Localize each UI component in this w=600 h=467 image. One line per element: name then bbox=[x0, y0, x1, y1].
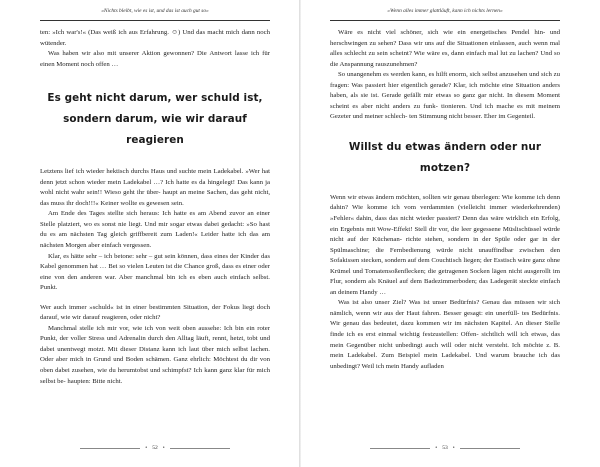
text-line: wollte es gewesen sein. bbox=[120, 199, 184, 207]
text-line: wenn mal alles schlecht zu sein scheint? Wie wäre es, dann einfach mal bbox=[330, 39, 560, 58]
folio-rule bbox=[170, 448, 230, 449]
section-heading-line: sondern darum, wie wir darauf reagieren bbox=[63, 113, 247, 147]
text-line: ich es eben auch einfach selbst. Punkt. bbox=[40, 273, 270, 292]
text-line: immer wiederkehrenden) »Fehler« dahin, dass das nicht wieder passiert? bbox=[330, 204, 561, 223]
text-line: haupt an meine Sachen, das geht nicht, das muss ihr doch!!!« Keiner bbox=[40, 189, 271, 207]
folio-bullet: • bbox=[145, 445, 148, 451]
text-line: Und warum brauche ich das unbedingt? Weil ich mein Handy aufladen bbox=[330, 352, 560, 370]
text-line: du herumtobst und schimpfst? Ich kann ganz klar für mich selbst be- bbox=[40, 367, 270, 385]
text-line: da hingelegt! Das kann ja wohl nicht wahr sein!! Wieso geht ihr über- bbox=[40, 178, 271, 197]
text-line: sichtlich will ich etwas, das mein Gegenüber nicht unbedingt auch will bbox=[330, 331, 561, 349]
text-line: ich laut über mich selbst lachen. Oder aber mich in Grund und Boden bbox=[40, 345, 270, 364]
text-line: rennt, hetzt, tobt und dabei unentwegt motzt. Mit dieser Distanz kann bbox=[40, 335, 270, 353]
text-line: So unangenehm es werden kann, es hilft enorm, sich selbst anzusehen bbox=[338, 71, 528, 79]
text-line: haupten: Bitte nicht. bbox=[67, 377, 123, 385]
text-line: an einer Stelle platziert, wo es sonst nie liegt. Und mir sogar etwas dabei bbox=[40, 210, 271, 228]
folio-rule bbox=[460, 448, 520, 449]
page-number-text: 52 bbox=[152, 445, 158, 451]
text-line: dann noch wütender. bbox=[40, 29, 270, 47]
text-line: richte stehen, sondern in der Spüle oder gar in der Spülmaschine; die bbox=[330, 236, 560, 254]
answer-paragraph bbox=[40, 49, 270, 70]
section-heading-right: Willst du etwas ändern oder nur motzen? bbox=[348, 140, 542, 174]
page-number-text: 53 bbox=[442, 445, 448, 451]
text-line: Fernbedienung würde nicht unauffindbar zwischen den Sofakissen stecken, bbox=[330, 246, 560, 265]
running-head-right: »Wenn alles immer glattläuft, kann ich nichts lernen« bbox=[387, 8, 503, 14]
schuld-paragraph bbox=[40, 303, 270, 324]
text-line: ausgerollt im Flur, sondern als Knäuel auf dem Badezimmerboden; das Ladegerät steckte bbox=[330, 267, 561, 286]
text-line: Kinder das Kabel genommen hat … Bei so vielen Leuten ist die Chance bbox=[40, 252, 270, 271]
text-line: Was haben wir also mit unserer Aktion gewonnen? Die Antwort lasse bbox=[48, 50, 248, 58]
cable-paragraph bbox=[40, 167, 270, 209]
folio-bullet: • bbox=[452, 445, 455, 451]
text-line: Kapitel. An dieser Stelle finde ich es erst einmal wichtig festzustellen: Offen- bbox=[330, 320, 561, 339]
text-line: Was ist also unser Ziel? Was ist unser Bedürfnis? Genau das müssen wir bbox=[338, 299, 547, 307]
text-line: Wäre es nicht viel schöner, sich wie ein energetisches Pendel hin- und bbox=[338, 29, 560, 36]
text-line: gedacht: »So hast du es am nächsten Tag gleich griffbereit zum Laden!« bbox=[40, 220, 270, 239]
text-line: ich für einen Moment noch offen … bbox=[40, 50, 271, 68]
text-line: Letztens lief ich wieder hektisch durchs Haus und suchte mein Ladekabel. bbox=[40, 168, 244, 176]
text-line: eine Situation anders haben, als sie ist. Gerade gefällt mir etwas so ganz bbox=[330, 81, 560, 100]
body-text-right bbox=[330, 28, 560, 372]
folio-rule bbox=[80, 448, 140, 449]
text-line: »Wer hat denn jetzt schon wieder mein Ladekabel …? Ich hatte es bbox=[40, 168, 270, 186]
section-heading-left bbox=[40, 88, 270, 151]
text-line: herschwingen zu sehen? Dass wir uns auf die Situationen einlassen, auch bbox=[330, 39, 532, 47]
folio-bullet: • bbox=[162, 445, 165, 451]
text-line: Manchmal stelle ich mir vor, wie ich von weit oben aussehe: Ich bin bbox=[48, 324, 244, 332]
folio-bullet: • bbox=[435, 445, 438, 451]
header-rule-right bbox=[330, 20, 560, 21]
body-text-left bbox=[40, 28, 270, 387]
page-number-left bbox=[40, 445, 270, 451]
klar-paragraph bbox=[40, 252, 270, 294]
text-line: ten Stimmung nicht besser. Eher im Gegenteil. bbox=[409, 113, 536, 121]
text-line: sich nämlich, wenn wir aus der Haut fahren. Besser gesagt: ein unerfüll- bbox=[330, 299, 561, 317]
evening-paragraph bbox=[40, 209, 270, 251]
text-line: Wenn wir etwas ändern möchten, sollten wir genau überlegen: Wie bbox=[330, 193, 513, 201]
text-line: dir vor, die leer gegessene Müslischüssel würde nicht auf der Küchenan- bbox=[330, 225, 561, 244]
text-line: gar nicht. In diesem Moment scheint es aber nicht anders zu funk- bbox=[330, 92, 561, 110]
text-line: oder nicht versteht. Ich möchte z. B. mein Ladekabel. Zum Beispiel mein Ladekabel. bbox=[330, 341, 560, 360]
text-line: groß, dass es einer oder eine von den anderen war. Aber manchmal bin bbox=[40, 263, 270, 281]
text-line: ein roter Punkt, der voller Stress und Adrenalin durch den Alltag läuft, bbox=[40, 324, 270, 343]
text-line: liegt doch darauf, wie wir darauf reagieren, oder nicht? bbox=[40, 303, 270, 322]
text-line: lut zu lachen? Und so die Anspannung rauszunehmen? bbox=[330, 50, 561, 68]
running-head-left: »Nichts bleibt, wie es ist, und das ist auch gut so« bbox=[101, 8, 209, 14]
ziel-paragraph bbox=[330, 298, 560, 372]
pendel-paragraph bbox=[330, 28, 560, 70]
text-line: einfach an deinem Handy … bbox=[330, 278, 560, 296]
text-line: tionieren. Und ich mache es mit meinem Gezeter und meiner schlech- bbox=[330, 102, 561, 121]
text-line: Leider hatte ich das am nächsten Morgen aber einfach vergessen. bbox=[40, 231, 270, 250]
unangenehm-paragraph bbox=[330, 70, 560, 123]
right-page bbox=[300, 0, 600, 467]
section-heading-line: Es geht nicht darum, wer schuld ist, bbox=[47, 92, 263, 105]
text-line: Denn das wäre wirklich ein Erfolg, ein Ergebnis mit Wow-Effekt! Stell bbox=[330, 215, 560, 233]
page-number-right bbox=[330, 445, 560, 451]
text-line: Klar, es hätte sehr – ich betone: sehr – gut sein können, dass eines der bbox=[48, 252, 239, 260]
text-line: schämen. Ganz ehrlich: Möchtest du dir von oben dabei zusehen, wie bbox=[40, 356, 270, 375]
text-line: Am Ende des Tages stellte sich heraus: Ich hatte es am Abend zuvor bbox=[48, 210, 245, 218]
header-rule-left bbox=[40, 20, 270, 21]
text-line: Wer auch immer »schuld« ist in einer bestimmten Situation, der Fokus bbox=[40, 303, 240, 311]
text-line: ten: »Ich war's!« (Das weiß ich aus Erfahrung. ☺) Und das macht mich bbox=[40, 29, 240, 36]
text-line: und sich zu fragen: Was passiert hier eigentlich gerade? Klar, ich möchte bbox=[330, 71, 560, 89]
folio-rule bbox=[370, 448, 430, 449]
manchmal-paragraph bbox=[40, 324, 270, 387]
text-line: tes Bedürfnis. Wir genau das bedeutet, dazu kommen wir im nächsten bbox=[330, 309, 560, 328]
text-line: Krümel und Tomatensoßenflecken; die getragenen Socken lägen nicht bbox=[330, 267, 523, 275]
aendern-paragraph bbox=[330, 193, 560, 298]
text-line: komme ich denn dahin? Wie komme ich vom verdammten (vielleicht bbox=[330, 193, 560, 212]
intro-paragraph bbox=[40, 28, 270, 49]
text-line: sondern auf dem Couchtisch liegen; der Esstisch wäre ganz ohne bbox=[384, 257, 560, 265]
